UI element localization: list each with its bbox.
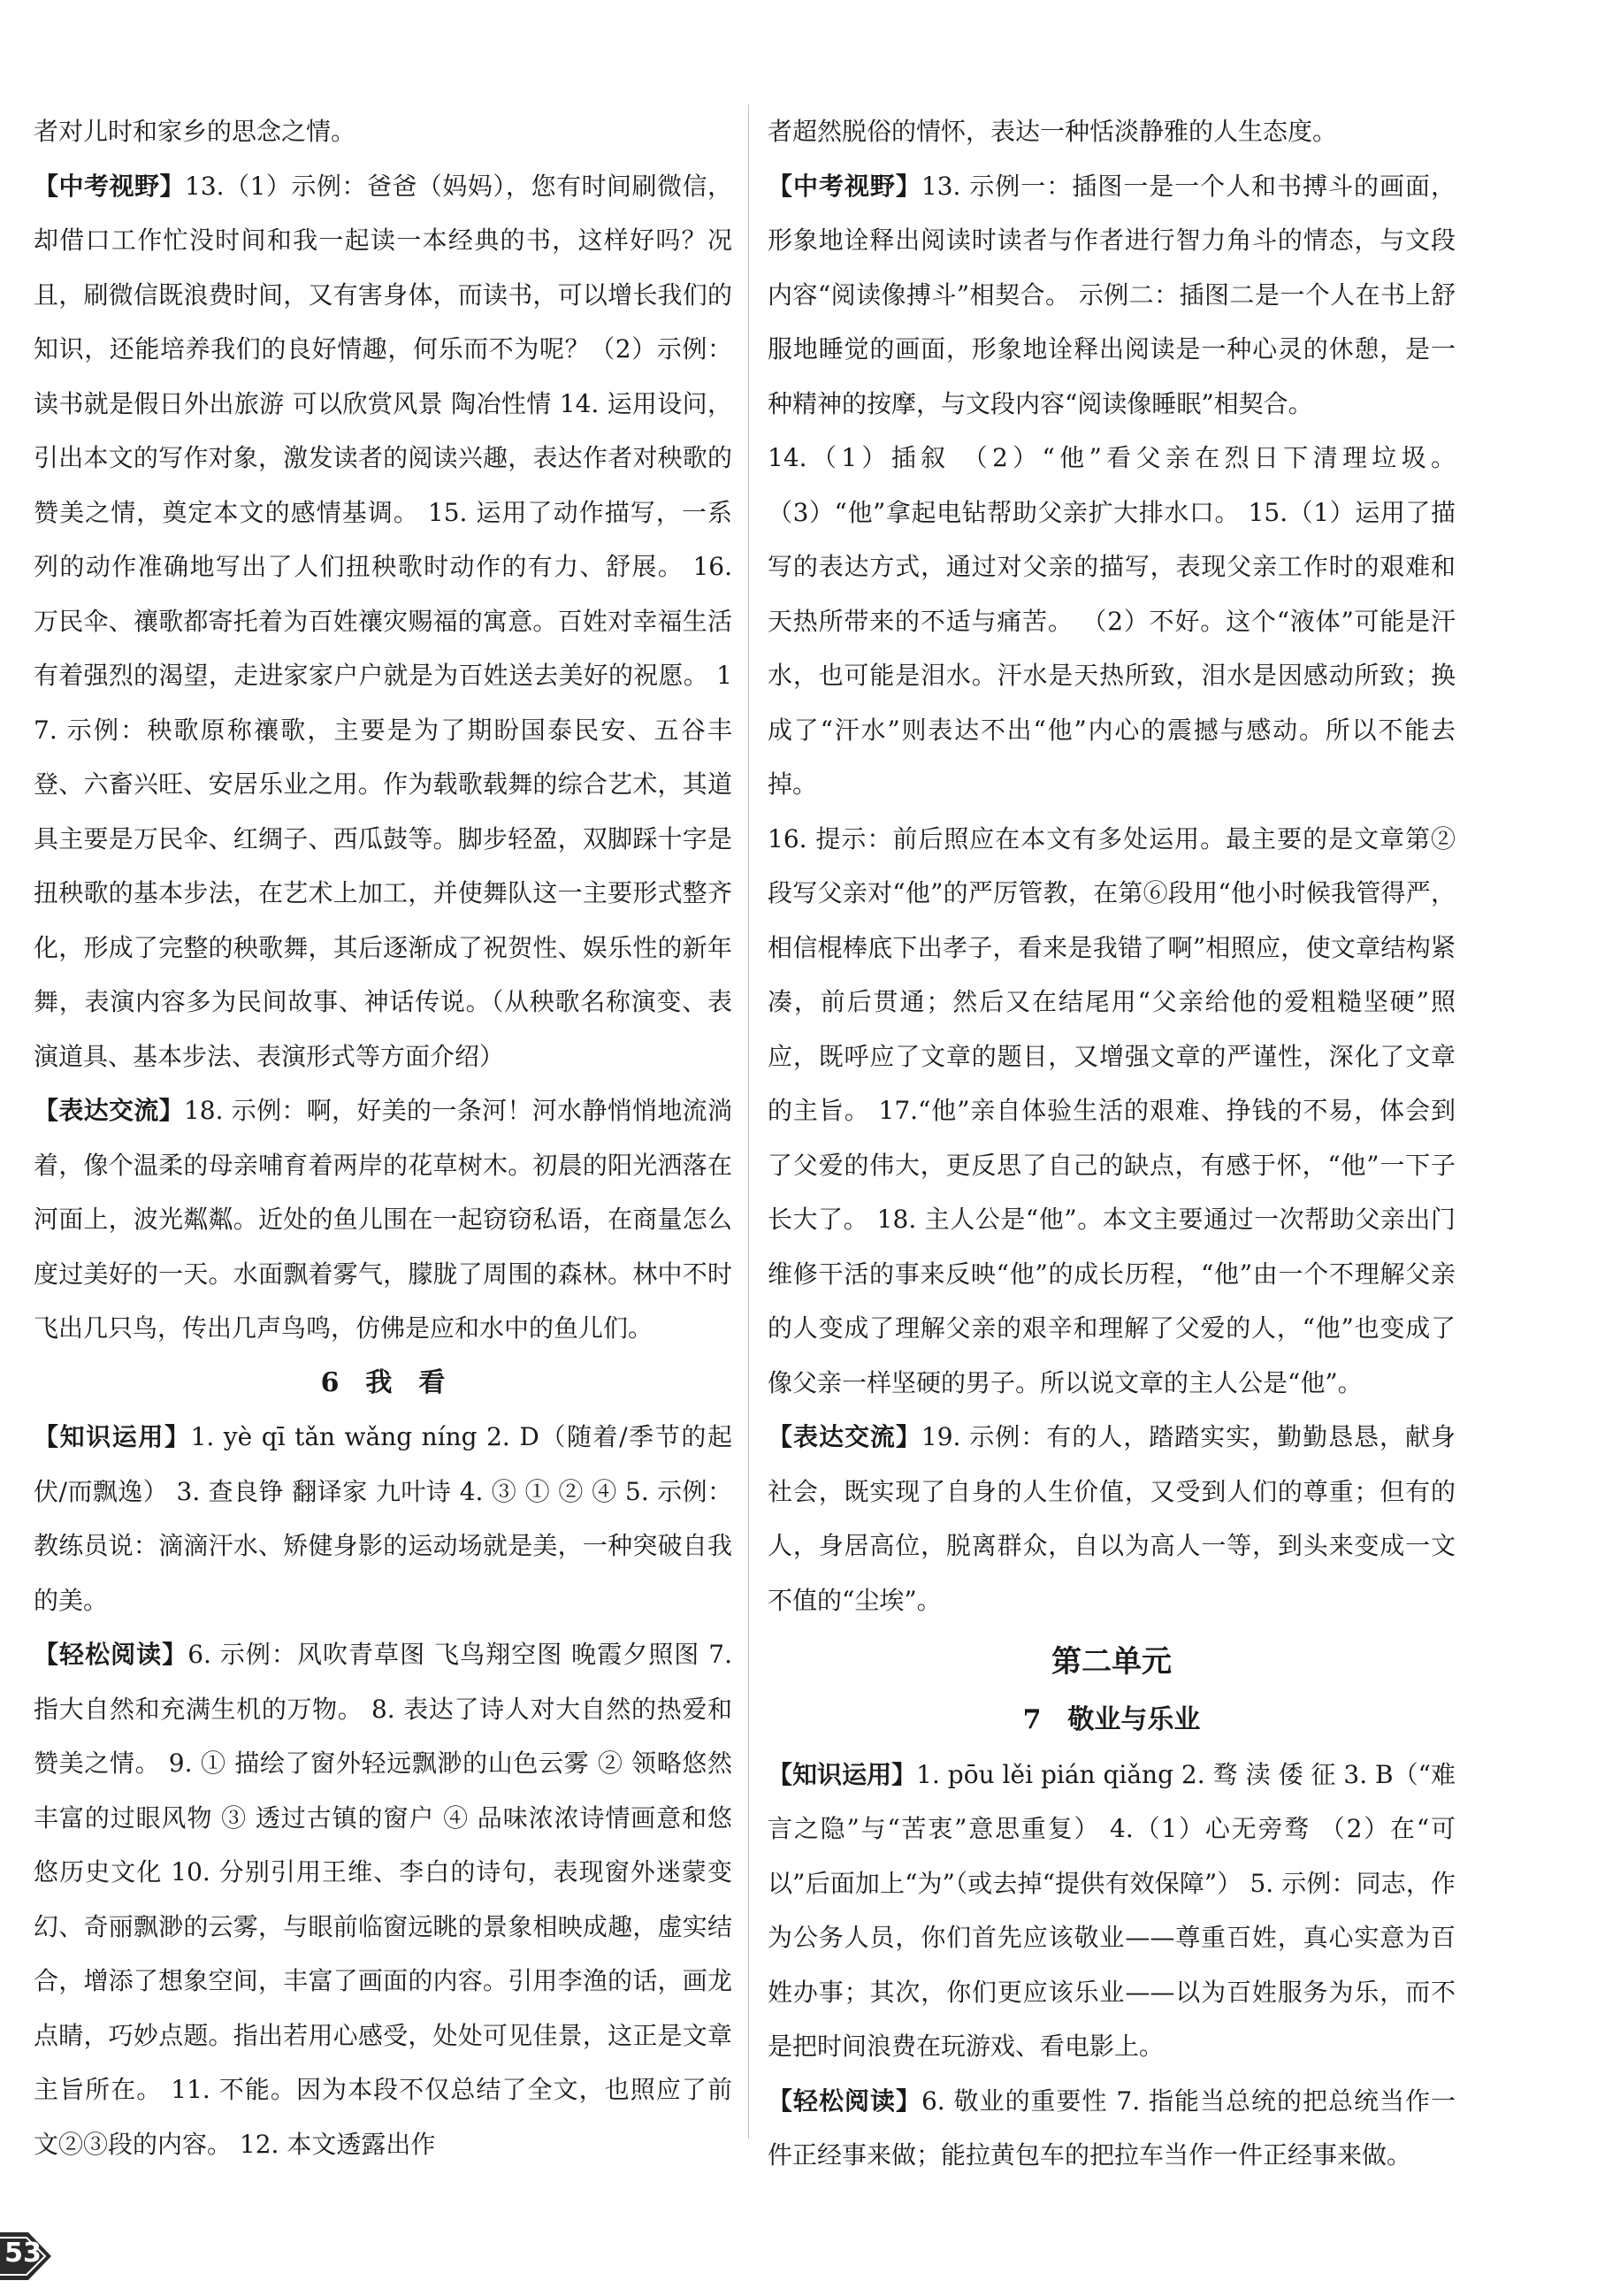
section-tag: 【中考视野】 <box>768 171 921 201</box>
section-tag: 【知识运用】 <box>34 1422 191 1451</box>
right-column <box>768 104 1456 2183</box>
answer-paragraph: 【中考视野】13.（1）示例：爸爸（妈妈），您有时间刷微信，却借口工作忙没时间和我一起读一本经典的书，这样好吗？况且，刷微信既浪费时间，又有害身体，而读书，可以增长我们的知识，还能培养我们的良好情趣，何乐而不为呢？（2）示例：读书就是假日外出旅游 可以欣赏风景 陶冶性情 14. 运用设问，引出本文的写作对象，激发读者的阅读兴趣，表达作者对秧歌的赞美之情，奠定本文的感情基调。 15. 运用了动作描写，一系列的动作准确地写出了人们扭秧歌时动作的有力、舒展。 16. 万民伞、禳歌都寄托着为百姓禳灾赐福的寓意。百姓对幸福生活有着强烈的渴望，走进家家户户就是为百姓送去美好的祝愿。 17. 示例：秧歌原称禳歌，主要是为了期盼国泰民安、五谷丰登、六畜兴旺、安居乐业之用。作为载歌载舞的综合艺术，其道具主要是万民伞、红绸子、西瓜鼓等。脚步轻盈，双脚踩十字是扭秧歌的基本步法，在艺术上加工，并使舞队这一主要形式整齐化，形成了完整的秧歌舞，其后逐渐成了祝贺性、娱乐性的新年舞，表演内容多为民间故事、神话传说。（从秧歌名称演变、表演道具、基本步法、表演形式等方面介绍） <box>34 171 732 1071</box>
section-tag: 【中考视野】 <box>34 171 186 201</box>
page-number-badge <box>0 2227 55 2285</box>
section-tag: 【表达交流】 <box>768 1422 921 1451</box>
section-tag: 【表达交流】 <box>34 1096 184 1125</box>
column-divider <box>748 104 749 2139</box>
lesson-title: 7 敬业与乐业 <box>1022 1704 1201 1735</box>
answer-paragraph: 者对儿时和家乡的思念之情。 <box>34 117 356 146</box>
answer-paragraph: 14.（1）插叙 （2）“他”看父亲在烈日下清理垃圾。（3）“他”拿起电钻帮助父亲扩大排水口。 15.（1）运用了描写的表达方式，通过对父亲的描写，表现父亲工作时的艰难和天热所带来的不适与痛苦。 （2）不好。这个“液体”可能是汗水，也可能是泪水。汗水是天热所致，泪水是因感动所致；换成了“汗水”则表达不出“他”内心的震撼与感动。所以不能去掉。 <box>768 443 1456 799</box>
answer-paragraph: 【表达交流】19. 示例：有的人，踏踏实实，勤勤恳恳，献身社会，既实现了自身的人生价值，又受到人们的尊重；但有的人，身居高位，脱离群众，自以为高人一等，到头来变成一文不值的“尘埃”。 <box>768 1422 1456 1615</box>
answer-paragraph: 【轻松阅读】6. 敬业的重要性 7. 指能当总统的把总统当作一件正经事来做；能拉黄包车的把拉车当作一件正经事来做。 <box>768 2086 1456 2170</box>
page-number: 53 <box>4 2238 42 2269</box>
answer-paragraph: 【表达交流】18. 示例：啊，好美的一条河！河水静悄悄地流淌着，像个温柔的母亲哺育着两岸的花草树木。初晨的阳光洒落在河面上，波光粼粼。近处的鱼儿围在一起窃窃私语，在商量怎么度过美好的一天。水面飘着雾气，朦胧了周围的森林。林中不时飞出几只鸟，传出几声鸟鸣，仿佛是应和水中的鱼儿们。 <box>34 1096 732 1343</box>
answer-paragraph: 【知识运用】1. yè qī tǎn wǎng níng 2. D（随着/季节的起伏/而飘逸） 3. 查良铮 翻译家 九叶诗 4. ③ ① ② ④ 5. 示例：教练员说：滴滴汗水、矫健身影的运动场就是美，一种突破自我的美。 <box>34 1422 732 1615</box>
section-tag: 【轻松阅读】 <box>768 2086 921 2116</box>
answer-paragraph: 【中考视野】13. 示例一：插图一是一个人和书搏斗的画面，形象地诠释出阅读时读者与作者进行智力角斗的情态，与文段内容“阅读像搏斗”相契合。 示例二：插图二是一个人在书上舒服地睡觉的画面，形象地诠释出阅读是一种心灵的休憩，是一种精神的按摩，与文段内容“阅读像睡眠”相契合。 <box>768 171 1456 418</box>
unit-title: 第二单元 <box>1051 1644 1172 1680</box>
answer-paragraph: 16. 提示：前后照应在本文有多处运用。最主要的是文章第②段写父亲对“他”的严厉管教，在第⑥段用“他小时候我管得严，相信棍棒底下出孝子，看来是我错了啊”相照应，使文章结构紧凑，前后贯通；然后又在结尾用“父亲给他的爱粗糙坚硬”照应，既呼应了文章的题目，又增强文章的严谨性，深化了文章的主旨。 17.“他”亲自体验生活的艰难、挣钱的不易，体会到了父爱的伟大，更反思了自己的缺点，有感于怀，“他”一下子长大了。 18. 主人公是“他”。本文主要通过一次帮助父亲出门维修干活的事来反映“他”的成长历程，“他”由一个不理解父亲的人变成了理解父亲的艰辛和理解了父爱的人，“他”也变成了像父亲一样坚硬的男子。所以说文章的主人公是“他”。 <box>768 823 1456 1397</box>
answer-paragraph: 者超然脱俗的情怀，表达一种恬淡静雅的人生态度。 <box>768 117 1338 146</box>
answer-paragraph: 【轻松阅读】6. 示例：风吹青草图 飞鸟翔空图 晚霞夕照图 7. 指大自然和充满生机的万物。 8. 表达了诗人对大自然的热爱和赞美之情。 9. ① 描绘了窗外轻远飘渺的山色云雾 ② 领略悠然丰富的过眼风物 ③ 透过古镇的窗户 ④ 品味浓浓诗情画意和悠悠历史文化 10. 分别引用王维、李白的诗句，表现窗外迷蒙变幻、奇丽飘渺的云雾，与眼前临窗远眺的景象相映成趣，虚实结合，增添了想象空间，丰富了画面的内容。引用李渔的话，画龙点睛，巧妙点题。指出若用心感受，处处可见佳景，这正是文章主旨所在。 11. 不能。因为本段不仅总结了全文，也照应了前文②③段的内容。 12. 本文透露出作 <box>34 1640 732 2159</box>
answer-paragraph: 【知识运用】1. pōu lěi pián qiǎng 2. 骛 渎 倭 征 3. B（“难言之隐”与“苦衷”意思重复） 4.（1）心无旁骛 （2）在“可以”后面加上“为”（或去掉“提供有效保障”） 5. 示例：同志，作为公务人员，你们首先应该敬业——尊重百姓，真心实意为百姓办事；其次，你们更应该乐业——以为百姓服务为乐，而不是把时间浪费在玩游戏、看电影上。 <box>768 1759 1456 2061</box>
section-tag: 【轻松阅读】 <box>34 1640 188 1669</box>
left-column <box>34 104 732 2171</box>
section-tag: 【知识运用】 <box>768 1759 917 1789</box>
lesson-title: 6 我 看 <box>320 1366 446 1398</box>
